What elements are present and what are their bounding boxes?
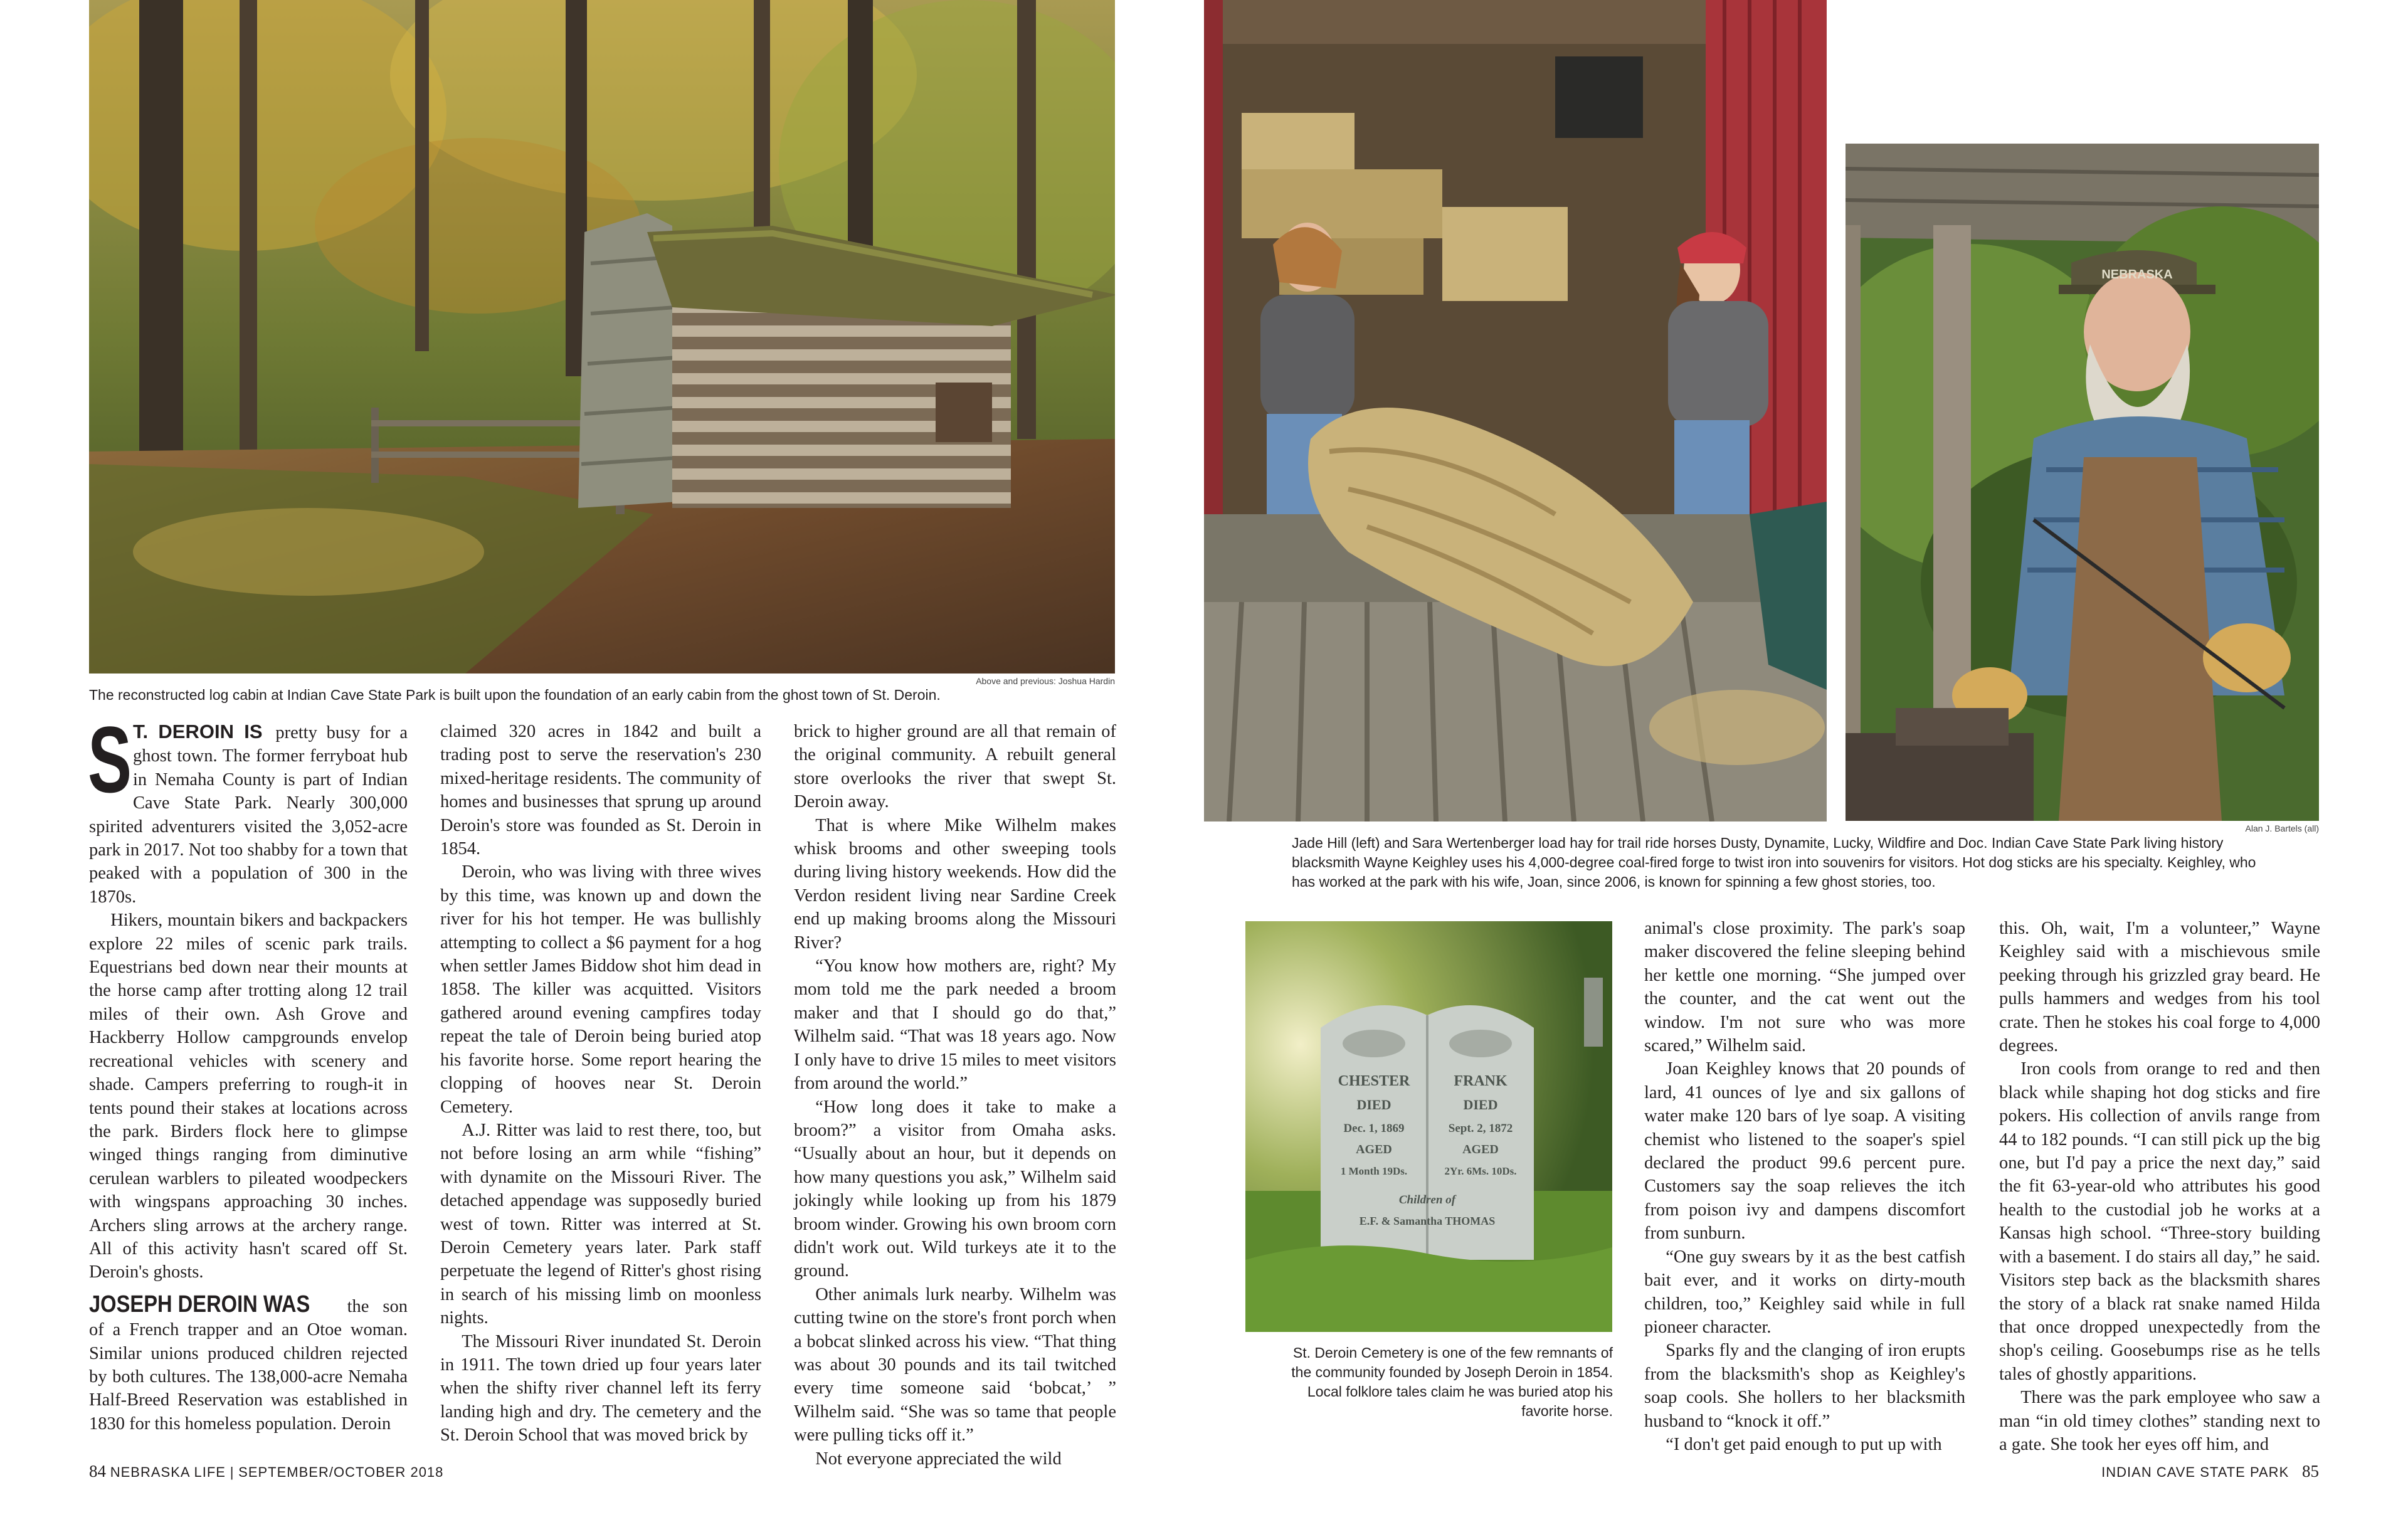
- headstone-right-date: Sept. 2, 1872: [1448, 1122, 1513, 1135]
- article-paragraph: brick to higher ground are all that remain of the original community. A rebuilt general store overlooks the river that swept St. Deroin away.: [794, 722, 1116, 812]
- article-column-5: [1999, 917, 2320, 1456]
- article-paragraph: “I don't get paid enough to put up with: [1666, 1434, 1942, 1454]
- article-paragraph: The Missouri River inundated St. Deroin in 1911. The town dried up four years later when the shifty river channel left its ferry landing high and dry. The cemetery and the St. Deroin School that was moved brick by: [440, 1331, 761, 1445]
- section-name: INDIAN CAVE STATE PARK: [2101, 1464, 2289, 1480]
- article-column-2: [440, 720, 761, 1447]
- article-paragraph: Deroin, who was living with three wives by this time, was known up and down the river for his hot temper. He was bullishly attempting to collect a $6 payment for a hog when settler James Biddow shot him dead in 1858. The killer was acquitted. Visitors gathered around evening campfires today repeat the tale of Deroin being buried atop his favorite horse. Some report hearing the clopping of hooves near St. Deroin Cemetery.: [440, 862, 761, 1117]
- article-paragraph: “You know how mothers are, right? My mom told me the park needed a broom maker and that I should go do that,” Wilhelm said. “That was 18 years ago. Now I only have to drive 15 miles to meet visitors from around the world.”: [794, 956, 1116, 1094]
- headstone-right-name: FRANK: [1454, 1073, 1508, 1089]
- article-paragraph: Sparks fly and the clanging of iron erupts from the blacksmith's shop as Keighley's soap cools. She hollers to her blacksmith husband to “knock it off.”: [1644, 1341, 1965, 1431]
- section-lead-in: JOSEPH DEROIN WAS: [89, 1291, 310, 1318]
- drop-cap: S: [88, 707, 132, 812]
- headstone-left-died: DIED: [1356, 1097, 1391, 1112]
- article-paragraph: Other animals lurk nearby. Wilhelm was cutting twine on the store's front porch when a bobcat slinked across his view. “That thing was about 30 pounds and its tail twitched every time someone said ‘bobcat,’ ” Wilhelm said. “She was so tame that people were pulling ticks off it.”: [794, 1284, 1116, 1445]
- hay-loading-photo: [1204, 0, 1827, 821]
- article-paragraph: Joan Keighley knows that 20 pounds of lard, 41 ounces of lye and six gallons of water make 120 bars of lye soap. A visiting chemist who listened to the soaper's spiel declared the product 99.6 percent pure. Customers say the soap relieves the itch from poison ivy and dampens discomfort from sunburn.: [1644, 1059, 1965, 1244]
- cabin-photo-caption: The reconstructed log cabin at Indian Cave State Park is built upon the foundation of an early cabin from the ghost town of St. Deroin.: [89, 687, 941, 703]
- opening-lead-in: T. DEROIN IS: [133, 721, 263, 742]
- article-column-3: [794, 720, 1116, 1471]
- blacksmith-photo: [1846, 144, 2319, 821]
- headstone-right-died: DIED: [1463, 1097, 1498, 1112]
- article-column-1: [88, 707, 408, 1435]
- issue-date: SEPTEMBER/OCTOBER 2018: [238, 1464, 444, 1480]
- article-paragraph: Iron cools from orange to red and then black while shaping hot dog sticks and fire pokers. His collection of anvils range from 44 to 182 pounds. “I can still pick up the big one, but I'd pay a price the next day,” said the fit 63-year-old who attributes his good health to the custodial job he works at a Kansas high school. “Three-story building with a basement. I do stairs all day,” he said. Visitors step back as the blacksmith shares the story of a black rat snake named Hilda that once dropped unexpectedly from the shop's ceiling. Goosebumps rise as he tells tales of ghostly apparitions.: [1999, 1059, 2320, 1384]
- article-paragraph: There was the park employee who saw a man “in old timey clothes” standing next to a gate. She took her eyes off him, and: [1999, 1388, 2320, 1454]
- hay-blacksmith-photo-caption: Jade Hill (left) and Sara Wertenberger load hay for trail ride horses Dusty, Dynamite, Lucky, Wildfire and Doc. Indian Cave State Park living history blacksmith Wayne Keighley uses his 4,000-degree coal-fired forge to twist iron into souvenirs for visitors. Hot dog sticks are his specialty. Keighley, who has worked at the park with his wife, Joan, since 2006, is known for spinning a few ghost stories, too.: [1292, 835, 2256, 890]
- cap-logo-text: NEBRASKA: [2101, 268, 2173, 282]
- section-paragraph: JOSEPH DEROIN WAS the son of a French trapper and an Otoe woman. Similar unions produced children rejected by both cultures. The 138,000-acre Nemaha Half-Breed Reservation was established in 1830 for this homeless population. Deroin: [89, 1291, 408, 1434]
- headstone-children-of: Children of: [1398, 1193, 1456, 1207]
- headstone-left-date: Dec. 1, 1869: [1343, 1122, 1405, 1135]
- headstone-right-aged: AGED: [1462, 1143, 1499, 1156]
- cemetery-photo: [1245, 921, 1612, 1332]
- article-paragraph: claimed 320 acres in 1842 and built a trading post to serve the reservation's 230 mixed-heritage residents. The community of homes and businesses that sprung up around Deroin's store was founded as St. Deroin in 1854.: [440, 722, 761, 859]
- article-paragraph: this. Oh, wait, I'm a volunteer,” Wayne Keighley said with a mischievous smile peeking through his grizzled gray beard. He pulls hammers and wedges from his tool crate. Then he stokes his coal forge to 4,000 degrees.: [1999, 919, 2320, 1056]
- right-folio: [2101, 1462, 2319, 1481]
- article-opening-paragraph: S T. DEROIN IS pretty busy for a ghost town. The former ferryboat hub in Nemaha County is part of Indian Cave State Park. Nearly 300,000 spirited adventurers visited the 3,052-acre park in 2017. Not too shabby for a town that peaked with a population of 300 in the 1870s.: [88, 707, 408, 907]
- cemetery-photo-caption: St. Deroin Cemetery is one of the few remnants of the community founded by Joseph Deroin in 1854. Local folklore tales claim he was buried atop his favorite horse.: [1291, 1344, 1613, 1419]
- page-number-left: 84: [89, 1462, 106, 1481]
- article-paragraph: “One guy swears by it as the best catfish bait ever, and it works on dirty-mouth children, too,” Keighley said while in full pioneer character.: [1644, 1247, 1965, 1337]
- headstone-left-aged: AGED: [1356, 1143, 1392, 1156]
- headstone-left-age: 1 Month 19Ds.: [1340, 1165, 1408, 1177]
- article-paragraph: Not everyone appreciated the wild: [815, 1449, 1062, 1469]
- cabin-photo: [89, 0, 1115, 674]
- article-column-4: [1644, 917, 1965, 1456]
- article-paragraph: Hikers, mountain bikers and backpackers explore 22 miles of scenic park trails. Equestrians bed down near their mounts at the horse camp after trotting along 12 trail miles of their own. Ash Grove and Hackberry Hollow campgrounds envelop recreational vehicles with scenery and shade. Campers preferring to rough-it in tents pound their stakes at locations across the park. Birders flock here to glimpse winged things ranging from diminutive cerulean warblers to pileated woodpeckers with wingspans approaching 30 inches. Archers sling arrows at the archery range. All of this activity hasn't scared off St. Deroin's ghosts.: [89, 911, 408, 1282]
- page-number-right: 85: [2302, 1462, 2319, 1481]
- headstone-right-age: 2Yr. 6Ms. 10Ds.: [1444, 1165, 1517, 1177]
- headstone-parents: E.F. & Samantha THOMAS: [1359, 1215, 1496, 1227]
- left-folio: 84 NEBRASKA LIFE | SEPTEMBER/OCTOBER 2018: [89, 1462, 444, 1481]
- article-paragraph: That is where Mike Wilhelm makes whisk brooms and other sweeping tools during living history weekends. How did the Verdon resident living near Sardine Creek end up making brooms along the Missouri River?: [794, 815, 1116, 953]
- cabin-photo-credit: Above and previous: Joshua Hardin: [976, 676, 1115, 686]
- article-paragraph: A.J. Ritter was laid to rest there, too, but not before losing an arm while “fishing” with dynamite on the Missouri River. The detached appendage was supposedly buried west of town. Ritter was interred at St. Deroin Cemetery years later. Park staff perpetuate the legend of Ritter's ghost rising in search of his missing limb on moonless nights.: [440, 1120, 761, 1328]
- magazine-name: NEBRASKA LIFE: [110, 1464, 226, 1480]
- hay-blacksmith-photo-credit: Alan J. Bartels (all): [2245, 823, 2319, 833]
- article-paragraph: animal's close proximity. The park's soap maker discovered the feline sleeping behind her kettle one morning. “She jumped over the counter, and the cat went out the window. I'm not sure who was more scared,” Wilhelm said.: [1644, 919, 1965, 1056]
- headstone-left-name: CHESTER: [1338, 1073, 1410, 1089]
- article-paragraph: “How long does it take to make a broom?” a visitor from Omaha asks. “Usually about an hour, but it depends on how many questions you ask,” Wilhelm said jokingly while looking up from his 1879 broom winder. Growing his own broom corn didn't work out. Wild turkeys ate it to the ground.: [794, 1097, 1116, 1281]
